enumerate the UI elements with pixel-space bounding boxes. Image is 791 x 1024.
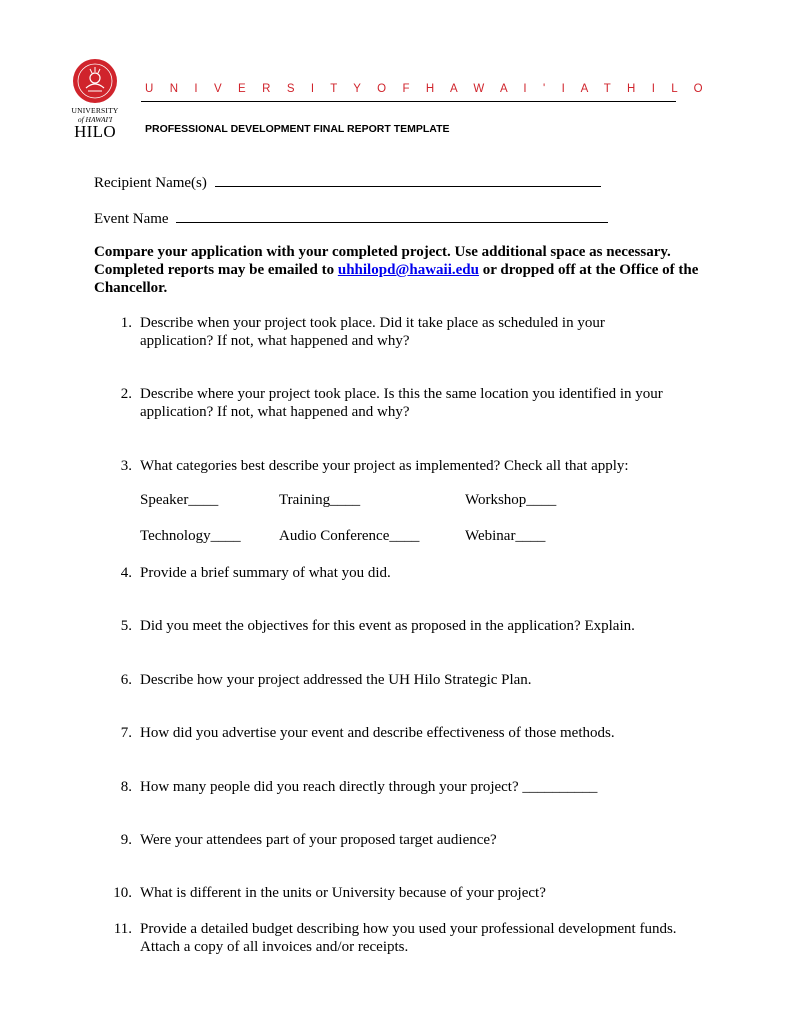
question-text: Describe when your project took place. Did it take place as scheduled in your application? If not, what happened and why? xyxy=(140,315,605,349)
event-name-label: Event Name xyxy=(94,211,169,227)
question-text: Describe how your project addressed the UH Hilo Strategic Plan. xyxy=(140,672,532,688)
instructions-text-before: Compare your application with your completed project. Use additional space as necessary. Completed reports may be emailed to xyxy=(94,244,671,278)
question-number: 6. xyxy=(120,672,132,688)
university-logo xyxy=(68,58,122,145)
question-number: 11. xyxy=(113,921,132,937)
recipient-name-blank[interactable] xyxy=(215,172,601,187)
email-link[interactable]: uhhilopd@hawaii.edu xyxy=(337,262,479,278)
category-option-audio-conference[interactable]: Audio Conference____ xyxy=(279,528,420,544)
event-name-field xyxy=(94,208,608,228)
header-divider xyxy=(141,101,676,102)
question-text: Provide a detailed budget describing how you used your professional development funds. Attach a copy of all invoices and/or receipts. xyxy=(140,921,677,955)
question-number: 4. xyxy=(120,565,132,581)
category-option-workshop[interactable]: Workshop____ xyxy=(465,492,557,508)
question-number: 3. xyxy=(120,458,132,474)
question-number: 2. xyxy=(120,386,132,402)
question-number: 7. xyxy=(120,725,132,741)
question-text: What is different in the units or University because of your project? xyxy=(140,885,546,901)
question-number: 9. xyxy=(120,832,132,848)
category-option-technology[interactable]: Technology____ xyxy=(140,528,241,544)
university-title: U N I V E R S I T Y O F H A W A I ' I A T H I L O xyxy=(145,83,710,95)
question-text: Provide a brief summary of what you did. xyxy=(140,565,391,581)
category-option-training[interactable]: Training____ xyxy=(279,492,361,508)
question-text: Were your attendees part of your proposed target audience? xyxy=(140,832,497,848)
question-text: How many people did you reach directly through your project? __________ xyxy=(140,779,598,795)
category-option-webinar[interactable]: Webinar____ xyxy=(465,528,546,544)
question-number: 10. xyxy=(113,885,132,901)
question-text: Did you meet the objectives for this event as proposed in the application? Explain. xyxy=(140,618,635,634)
question-number: 1. xyxy=(120,315,132,331)
event-name-blank[interactable] xyxy=(176,208,608,223)
logo-text-hilo: HILO xyxy=(74,122,116,141)
question-number: 8. xyxy=(120,779,132,795)
recipient-name-label: Recipient Name(s) xyxy=(94,175,207,191)
question-number: 5. xyxy=(120,618,132,634)
recipient-name-field xyxy=(94,172,601,192)
question-text: Describe where your project took place. Is this the same location you identified in your application? If not, what happened and why? xyxy=(140,386,663,420)
university-seal-icon xyxy=(72,58,118,104)
question-text: What categories best describe your project as implemented? Check all that apply: xyxy=(140,458,629,474)
logo-text-university: UNIVERSITY xyxy=(71,106,119,115)
document-subtitle: PROFESSIONAL DEVELOPMENT FINAL REPORT TEMPLATE xyxy=(145,123,450,135)
question-text: How did you advertise your event and describe effectiveness of those methods. xyxy=(140,725,615,741)
instructions-text-after: or dropped off at the Office of the Chancellor. xyxy=(94,262,699,296)
category-option-speaker[interactable]: Speaker____ xyxy=(140,492,219,508)
logo-text-of-hawaii: of HAWAI'I xyxy=(77,115,113,124)
instructions-paragraph xyxy=(94,243,704,297)
